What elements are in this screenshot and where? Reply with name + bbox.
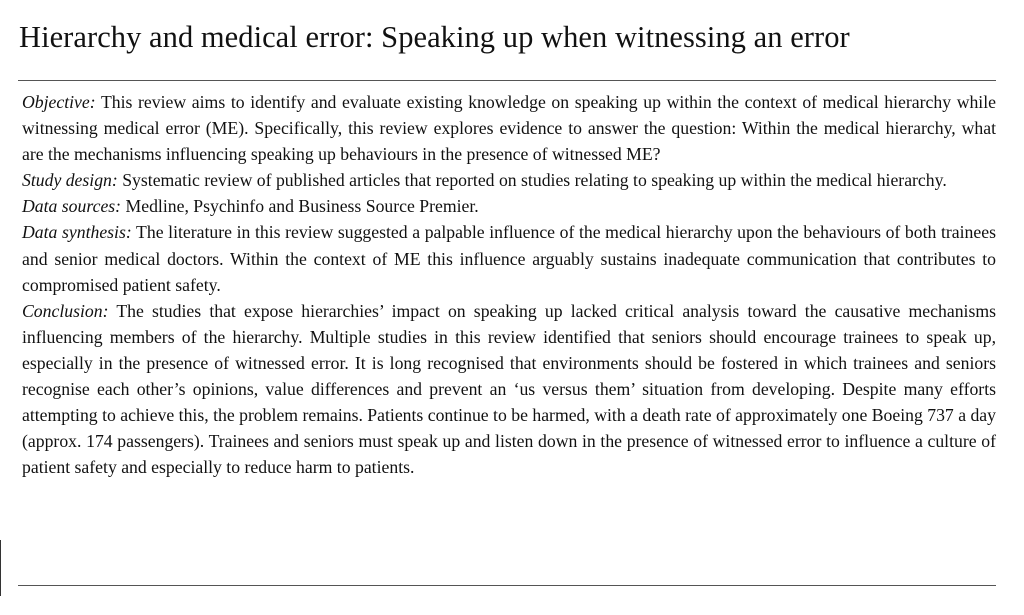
abstract-conclusion: [22, 298, 996, 481]
abstract-objective: [22, 89, 996, 167]
study-design-text: Systematic review of published articles that reported on studies relating to speaking up within the medical hierarchy.: [122, 170, 947, 191]
data-sources-label: Data sources:: [22, 196, 122, 217]
study-design-label: Study design:: [22, 170, 118, 191]
top-divider: [18, 80, 996, 81]
abstract-data-synthesis: [22, 219, 996, 297]
bottom-divider: [18, 585, 996, 586]
abstract-study-design: [22, 167, 996, 193]
page-edge-mark: [0, 540, 1, 596]
data-synthesis-label: Data synthesis:: [22, 222, 132, 243]
conclusion-label: Conclusion:: [22, 300, 109, 321]
objective-label: Objective:: [22, 92, 96, 112]
abstract: [22, 89, 996, 480]
abstract-data-sources: [22, 193, 996, 219]
data-sources-text: Medline, Psychinfo and Business Source Premier.: [125, 196, 479, 217]
article-title: Hierarchy and medical error: Speaking up when witnessing an error: [19, 20, 850, 54]
conclusion-text: The studies that expose hierarchies’ impact on speaking up lacked critical analysis toward the causative mechanisms influencing members of the hierarchy. Multiple studies in this review identified that seniors should encourage trainees to speak up, especially in the presence of witnessed error. It is long recognised that environments should be fostered in which trainees and seniors recognise each other’s opinions, value differences and prevent an ‘us versus them’ situation from developing. Despite many efforts attempting to achieve this, the problem remains. Patients continue to be harmed, with a death rate of approximately one Boeing 737 a day (approx. 174 passengers). Trainees and seniors must speak up and listen down in the presence of witnessed error to influence a culture of patient safety and especially to reduce harm to patients.: [22, 300, 997, 478]
data-synthesis-text: The literature in this review suggested a palpable influence of the medical hierarchy upon the behaviours of both trainees and senior medical doctors. Within the context of ME this influence arguably sustains inadequate communication that contributes to compromised patient safety.: [22, 222, 996, 295]
objective-text: This review aims to identify and evaluate existing knowledge on speaking up within the context of medical hierarchy while witnessing medical error (ME). Specifically, this review explores evidence to answer the question: Within the medical hierarchy, what are the mechanisms influencing speaking up behaviours in the presence of witnessed ME?: [22, 92, 996, 165]
